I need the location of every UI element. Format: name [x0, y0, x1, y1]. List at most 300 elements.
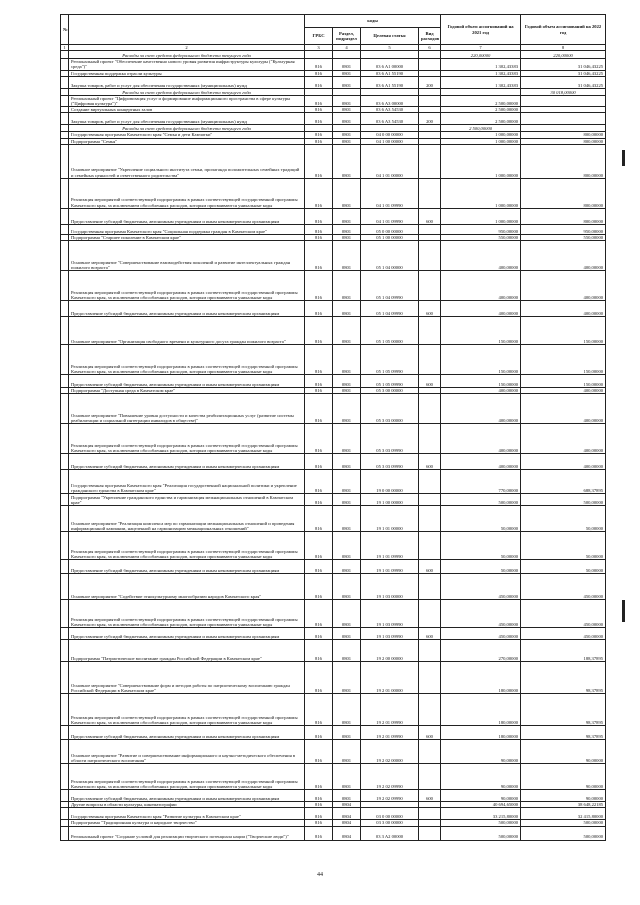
- row-grbs: 816: [305, 820, 333, 826]
- table-row: [61, 208, 606, 224]
- row-amount-2021: 400,00000: [441, 454, 521, 470]
- row-num: [61, 76, 69, 88]
- row-name: Предоставление субсидий бюджетным, автономным учреждениям и иным некоммерческим организациям: [69, 726, 305, 740]
- row-amount-2021: 1 000,00000: [441, 132, 521, 138]
- table-row: [61, 628, 606, 640]
- row-num: [61, 740, 69, 764]
- row-vr: [419, 764, 441, 790]
- row-num: [61, 95, 69, 106]
- row-csr: 19 2 01 09990: [361, 726, 419, 740]
- row-amount-2021: 2 500,00000: [441, 107, 521, 113]
- header-codes-group: коды: [305, 15, 441, 28]
- section-row: [61, 51, 606, 59]
- row-grbs: 816: [305, 628, 333, 640]
- header-num: №: [61, 15, 69, 45]
- row-name: Другие вопросы в области культуры, кинематографии: [69, 802, 305, 808]
- row-amount-2021: 400,00000: [441, 301, 521, 317]
- header-index: 1: [61, 45, 69, 51]
- row-csr: 19 1 03 09990: [361, 600, 419, 628]
- row-amount-2021: 90,00000: [441, 790, 521, 802]
- table-row: [61, 454, 606, 470]
- row-vr: 600: [419, 790, 441, 802]
- row-amount-2022: 688,37895: [521, 470, 606, 494]
- row-grbs: 816: [305, 494, 333, 506]
- row-vr: [419, 241, 441, 271]
- header-vr: Вид расходов: [419, 28, 441, 45]
- row-name: Государственная программа Камчатского края "Реализация государственной национальной политики и укрепление гражданского единства в Камчатском крае": [69, 470, 305, 494]
- row-csr: 05 1 05 09990: [361, 375, 419, 388]
- row-num: [61, 59, 69, 70]
- table-row: [61, 574, 606, 600]
- row-amount-2022: 800,00000: [521, 132, 606, 138]
- row-razdel: 0801: [333, 241, 361, 271]
- row-amount-2022: 450,00000: [521, 600, 606, 628]
- row-amount-2022: 38 648,22185: [521, 802, 606, 808]
- row-amount-2021: 50,00000: [441, 506, 521, 532]
- row-name: Предоставление субсидий бюджетным, автономным учреждениям и иным некоммерческим организациям: [69, 454, 305, 470]
- row-csr: 19 1 03 00000: [361, 574, 419, 600]
- table-row: [61, 241, 606, 271]
- row-razdel: 0801: [333, 494, 361, 506]
- row-vr: [419, 640, 441, 662]
- row-grbs: 816: [305, 70, 333, 76]
- row-amount-2021: 1 302,43383: [441, 59, 521, 70]
- row-grbs: 816: [305, 76, 333, 88]
- row-amount-2021: 400,00000: [441, 241, 521, 271]
- row-amount-2021: 400,00000: [441, 424, 521, 454]
- row-vr: [419, 125, 441, 132]
- row-csr: 03 6 A1 55190: [361, 76, 419, 88]
- row-grbs: 816: [305, 317, 333, 345]
- row-razdel: 0801: [333, 532, 361, 560]
- row-csr: 19 2 02 09990: [361, 764, 419, 790]
- row-razdel: 0804: [333, 826, 361, 840]
- row-num: [61, 506, 69, 532]
- row-amount-2021: 2 500,00000: [441, 95, 521, 106]
- row-vr: 600: [419, 628, 441, 640]
- table-row: [61, 345, 606, 375]
- row-num: [61, 494, 69, 506]
- row-vr: [419, 740, 441, 764]
- row-csr: [361, 51, 419, 59]
- row-razdel: 0801: [333, 208, 361, 224]
- row-razdel: 0801: [333, 234, 361, 240]
- row-razdel: 0801: [333, 790, 361, 802]
- row-name: Основное мероприятие "Совершенствование форм и методов работы по патриотическому воспитанию граждан Российской Федерации в Камчатском крае": [69, 662, 305, 694]
- row-amount-2021: 1 000,00000: [441, 138, 521, 144]
- row-amount-2021: 1 000,00000: [441, 208, 521, 224]
- row-num: [61, 764, 69, 790]
- row-grbs: 816: [305, 178, 333, 208]
- row-csr: 19 2 01 09990: [361, 694, 419, 726]
- row-amount-2022: 400,00000: [521, 241, 606, 271]
- row-num: [61, 88, 69, 95]
- row-num: [61, 317, 69, 345]
- row-vr: 600: [419, 375, 441, 388]
- row-razdel: 0801: [333, 224, 361, 234]
- row-name: Предоставление субсидий бюджетным, автономным учреждениям и иным некоммерческим организациям: [69, 790, 305, 802]
- row-csr: 04 0 00 00000: [361, 132, 419, 138]
- row-amount-2021: 500,00000: [441, 820, 521, 826]
- row-amount-2022: 500,00000: [521, 494, 606, 506]
- row-csr: 19 0 00 00000: [361, 470, 419, 494]
- row-grbs: 816: [305, 662, 333, 694]
- row-amount-2022: 400,00000: [521, 271, 606, 301]
- row-amount-2022: 550,00000: [521, 234, 606, 240]
- table-row: [61, 317, 606, 345]
- row-amount-2022: 32 415,80000: [521, 808, 606, 820]
- row-num: [61, 241, 69, 271]
- row-num: [61, 560, 69, 574]
- row-razdel: 0801: [333, 740, 361, 764]
- row-vr: [419, 88, 441, 95]
- row-name: Подпрограмма "Укрепление гражданского единства и гармонизация межнациональных отношений в Камчатском крае": [69, 494, 305, 506]
- row-amount-2021: 450,00000: [441, 574, 521, 600]
- row-csr: 05 1 04 00000: [361, 241, 419, 271]
- row-amount-2021: 770,00000: [441, 470, 521, 494]
- table-row: [61, 808, 606, 820]
- row-name: Реализация мероприятий соответствующей подпрограммы в рамках соответствующей государственной программы Камчатского края, за исключением обособленных расходов, которым присваиваются уникальные коды: [69, 764, 305, 790]
- row-csr: 19 2 02 09990: [361, 790, 419, 802]
- row-grbs: 816: [305, 506, 333, 532]
- header-index: 5: [361, 45, 419, 51]
- row-grbs: 816: [305, 574, 333, 600]
- row-amount-2022: 30 018,00000: [521, 88, 606, 95]
- row-name: Расходы за счет средств федерального бюджета текущего года: [69, 125, 305, 132]
- row-amount-2022: 150,00000: [521, 375, 606, 388]
- row-razdel: 0801: [333, 107, 361, 113]
- row-vr: [419, 144, 441, 178]
- row-grbs: 816: [305, 95, 333, 106]
- row-amount-2022: 150,00000: [521, 317, 606, 345]
- header-razdel: Раздел, подраздел: [333, 28, 361, 45]
- row-razdel: 0801: [333, 345, 361, 375]
- row-amount-2022: [521, 95, 606, 106]
- table-row: [61, 726, 606, 740]
- row-num: [61, 694, 69, 726]
- row-name: Предоставление субсидий бюджетным, автономным учреждениям и иным некоммерческим организациям: [69, 375, 305, 388]
- table-row: [61, 424, 606, 454]
- row-amount-2022: 400,00000: [521, 394, 606, 424]
- row-razdel: 0801: [333, 454, 361, 470]
- row-vr: [419, 95, 441, 106]
- row-razdel: 0801: [333, 574, 361, 600]
- row-amount-2021: 150,00000: [441, 375, 521, 388]
- row-grbs: 816: [305, 532, 333, 560]
- row-amount-2022: 188,37895: [521, 640, 606, 662]
- row-amount-2022: 90,00000: [521, 740, 606, 764]
- row-num: [61, 454, 69, 470]
- row-razdel: 0801: [333, 662, 361, 694]
- row-num: [61, 345, 69, 375]
- row-grbs: 816: [305, 113, 333, 125]
- row-razdel: 0801: [333, 317, 361, 345]
- row-csr: 04 1 01 00000: [361, 144, 419, 178]
- row-name: Государственная программа Камчатского края "Семья и дети Камчатки": [69, 132, 305, 138]
- row-amount-2021: 40 694,65000: [441, 802, 521, 808]
- section-row: [61, 88, 606, 95]
- row-grbs: 816: [305, 454, 333, 470]
- row-csr: 05 1 04 09990: [361, 271, 419, 301]
- row-amount-2022: 31 046,43225: [521, 76, 606, 88]
- row-amount-2022: 400,00000: [521, 301, 606, 317]
- row-grbs: 816: [305, 224, 333, 234]
- row-grbs: 816: [305, 375, 333, 388]
- row-amount-2022: 500,00000: [521, 826, 606, 840]
- row-razdel: 0801: [333, 59, 361, 70]
- row-num: [61, 125, 69, 132]
- row-grbs: [305, 88, 333, 95]
- row-name: Основное мероприятие "Совершенствование взаимодействия поколений и развитие интеллектуальных граждан пожилого возраста": [69, 241, 305, 271]
- row-num: [61, 826, 69, 840]
- row-vr: [419, 424, 441, 454]
- row-grbs: 816: [305, 107, 333, 113]
- row-name: Государственная программа Камчатского края "Развитие культуры в Камчатском крае": [69, 808, 305, 820]
- row-grbs: 816: [305, 560, 333, 574]
- row-amount-2022: 50,00000: [521, 560, 606, 574]
- row-amount-2022: 220,00000: [521, 51, 606, 59]
- header-index: 8: [521, 45, 606, 51]
- scan-edge-mark: [622, 600, 625, 622]
- row-vr: [419, 532, 441, 560]
- row-grbs: 816: [305, 726, 333, 740]
- row-vr: 600: [419, 301, 441, 317]
- header-index: 3: [305, 45, 333, 51]
- row-razdel: 0801: [333, 628, 361, 640]
- row-amount-2022: 400,00000: [521, 454, 606, 470]
- row-razdel: 0804: [333, 802, 361, 808]
- row-vr: [419, 51, 441, 59]
- header-index: 7: [441, 45, 521, 51]
- row-csr: 05 3 03 00000: [361, 394, 419, 424]
- row-name: Подпрограмма "Патриотическое воспитание граждан Российской Федерации в Камчатском крае": [69, 640, 305, 662]
- table-row: [61, 790, 606, 802]
- row-name: Региональный проект "Обеспечение качественно нового уровня развития инфраструктуры культуры ("Культурная среда")": [69, 59, 305, 70]
- row-grbs: 816: [305, 694, 333, 726]
- row-razdel: 0801: [333, 76, 361, 88]
- table-row: [61, 470, 606, 494]
- row-grbs: 816: [305, 740, 333, 764]
- header-name: [69, 15, 305, 45]
- row-num: [61, 271, 69, 301]
- row-amount-2022: [521, 113, 606, 125]
- row-csr: 05 3 03 09990: [361, 424, 419, 454]
- row-razdel: 0801: [333, 388, 361, 394]
- row-amount-2022: 950,00000: [521, 224, 606, 234]
- row-csr: 19 1 03 09990: [361, 628, 419, 640]
- row-vr: [419, 470, 441, 494]
- row-num: [61, 532, 69, 560]
- table-row: [61, 506, 606, 532]
- row-amount-2022: 50,00000: [521, 506, 606, 532]
- row-razdel: 0801: [333, 600, 361, 628]
- row-grbs: [305, 125, 333, 132]
- row-amount-2021: 50,00000: [441, 532, 521, 560]
- row-num: [61, 224, 69, 234]
- row-razdel: 0801: [333, 70, 361, 76]
- row-amount-2021: 1 302,43383: [441, 70, 521, 76]
- row-amount-2021: 180,00000: [441, 694, 521, 726]
- row-vr: [419, 694, 441, 726]
- row-amount-2021: 180,00000: [441, 726, 521, 740]
- row-name: Предоставление субсидий бюджетным, автономным учреждениям и иным некоммерческим организациям: [69, 560, 305, 574]
- header-index: 6: [419, 45, 441, 51]
- row-name: Основное мероприятие "Содействие этнокультурному многообразию народов Камчатского края": [69, 574, 305, 600]
- row-amount-2021: 450,00000: [441, 628, 521, 640]
- row-vr: [419, 808, 441, 820]
- row-amount-2021: 450,00000: [441, 600, 521, 628]
- header-2021: Годовой объем ассигнований на 2021 год: [441, 15, 521, 45]
- row-vr: [419, 506, 441, 532]
- row-grbs: 816: [305, 138, 333, 144]
- table-row: [61, 95, 606, 106]
- row-razdel: 0801: [333, 144, 361, 178]
- row-num: [61, 113, 69, 125]
- row-razdel: 0801: [333, 694, 361, 726]
- row-csr: 03 6 A1 55190: [361, 70, 419, 76]
- row-num: [61, 726, 69, 740]
- row-amount-2021: 400,00000: [441, 388, 521, 394]
- row-amount-2022: 800,00000: [521, 144, 606, 178]
- row-razdel: 0801: [333, 424, 361, 454]
- row-csr: 04 1 01 09990: [361, 208, 419, 224]
- row-grbs: 816: [305, 802, 333, 808]
- row-amount-2022: 800,00000: [521, 178, 606, 208]
- row-name: Подпрограмма "Традиционная культура и народное творчество": [69, 820, 305, 826]
- row-grbs: 816: [305, 144, 333, 178]
- row-num: [61, 424, 69, 454]
- row-amount-2021: 400,00000: [441, 271, 521, 301]
- row-amount-2022: 98,37895: [521, 694, 606, 726]
- row-amount-2021: 1 000,00000: [441, 144, 521, 178]
- row-csr: 03 6 A1 00000: [361, 59, 419, 70]
- row-csr: 19 2 02 00000: [361, 740, 419, 764]
- table-row: [61, 271, 606, 301]
- row-name: Реализация мероприятий соответствующей подпрограммы в рамках соответствующей государственной программы Камчатского края, за исключением обособленных расходов, которым присваиваются уникальные коды: [69, 345, 305, 375]
- budget-table: [60, 14, 606, 841]
- row-amount-2021: 270,00000: [441, 640, 521, 662]
- row-amount-2022: 450,00000: [521, 628, 606, 640]
- table-row: [61, 764, 606, 790]
- row-csr: 04 1 00 00000: [361, 138, 419, 144]
- row-csr: [361, 88, 419, 95]
- row-vr: 600: [419, 454, 441, 470]
- row-csr: 03 0 00 00000: [361, 808, 419, 820]
- row-num: [61, 808, 69, 820]
- row-name: Реализация мероприятий соответствующей подпрограммы в рамках соответствующей государственной программы Камчатского края, за исключением обособленных расходов, которым присваиваются уникальные коды: [69, 694, 305, 726]
- row-csr: 03 6 A3 00000: [361, 95, 419, 106]
- row-name: Государственная поддержка отрасли культуры: [69, 70, 305, 76]
- header-index: 4: [333, 45, 361, 51]
- row-amount-2021: 950,00000: [441, 224, 521, 234]
- row-razdel: 0801: [333, 178, 361, 208]
- row-vr: [419, 178, 441, 208]
- row-razdel: 0801: [333, 138, 361, 144]
- row-amount-2021: 90,00000: [441, 764, 521, 790]
- row-amount-2021: 500,00000: [441, 494, 521, 506]
- row-vr: 600: [419, 208, 441, 224]
- row-name: Региональный проект "Создание условий для реализации творческого потенциала нации ("Творческие люди")": [69, 826, 305, 840]
- row-num: [61, 178, 69, 208]
- page-number: 44: [317, 872, 323, 878]
- table-row: [61, 113, 606, 125]
- header-index: 2: [69, 45, 305, 51]
- table-row: [61, 532, 606, 560]
- row-razdel: [333, 88, 361, 95]
- row-csr: 05 3 03 09990: [361, 454, 419, 470]
- row-amount-2021: 400,00000: [441, 394, 521, 424]
- row-name: Реализация мероприятий соответствующей подпрограммы в рамках соответствующей государственной программы Камчатского края, за исключением обособленных расходов, которым присваиваются уникальные коды: [69, 271, 305, 301]
- row-vr: 600: [419, 560, 441, 574]
- row-grbs: 816: [305, 394, 333, 424]
- row-grbs: 816: [305, 208, 333, 224]
- row-name: Государственная программа Камчатского края "Социальная поддержка граждан в Камчатском крае": [69, 224, 305, 234]
- row-amount-2022: 50,00000: [521, 532, 606, 560]
- table-row: [61, 826, 606, 840]
- row-vr: [419, 662, 441, 694]
- row-name: Реализация мероприятий соответствующей подпрограммы в рамках соответствующей государственной программы Камчатского края, за исключением обособленных расходов, которым присваиваются уникальные коды: [69, 178, 305, 208]
- table-body: [61, 51, 606, 840]
- header-csr: Целевая статья: [361, 28, 419, 45]
- row-razdel: [333, 51, 361, 59]
- row-csr: 03 6 A3 54530: [361, 113, 419, 125]
- row-csr: 19 1 01 09990: [361, 532, 419, 560]
- row-name: Закупка товаров, работ и услуг для обеспечения государственных (муниципальных) нужд: [69, 113, 305, 125]
- row-csr: 03 3 00 00000: [361, 820, 419, 826]
- row-amount-2022: 800,00000: [521, 208, 606, 224]
- row-csr: 05 1 00 00000: [361, 234, 419, 240]
- row-razdel: 0801: [333, 113, 361, 125]
- row-csr: 05 1 05 09990: [361, 345, 419, 375]
- header-2022: Годовой объем ассигнований на 2022 год: [521, 15, 606, 45]
- row-grbs: 816: [305, 808, 333, 820]
- row-razdel: 0801: [333, 560, 361, 574]
- row-num: [61, 375, 69, 388]
- row-razdel: [333, 125, 361, 132]
- table-row: [61, 740, 606, 764]
- row-amount-2022: 31 046,43225: [521, 70, 606, 76]
- row-name: Региональный проект "Цифровизация услуг и формирование информационного пространства в сфере культуры ("Цифровая культура")": [69, 95, 305, 106]
- row-grbs: 816: [305, 826, 333, 840]
- row-amount-2022: 800,00000: [521, 138, 606, 144]
- row-name: Основное мероприятие "Повышение уровня доступности и качества реабилитационных услуг (развитие системы реабилитации и социальной интеграции инвалидов в обществе)": [69, 394, 305, 424]
- section-row: [61, 125, 606, 132]
- row-csr: 19 2 01 00000: [361, 662, 419, 694]
- row-name: Расходы за счет средств федерального бюджета текущего года: [69, 51, 305, 59]
- row-grbs: 816: [305, 271, 333, 301]
- row-csr: 05 1 04 09990: [361, 301, 419, 317]
- row-grbs: 816: [305, 790, 333, 802]
- table-row: [61, 560, 606, 574]
- row-num: [61, 208, 69, 224]
- row-razdel: 0801: [333, 95, 361, 106]
- row-amount-2022: 400,00000: [521, 388, 606, 394]
- row-num: [61, 600, 69, 628]
- row-grbs: 816: [305, 764, 333, 790]
- table-row: [61, 494, 606, 506]
- row-csr: 03 3 A2 00000: [361, 826, 419, 840]
- row-num: [61, 662, 69, 694]
- row-name: Расходы за счет средств федерального бюджета текущего года: [69, 88, 305, 95]
- table-row: [61, 224, 606, 234]
- row-csr: 19 2 00 00000: [361, 640, 419, 662]
- row-vr: [419, 826, 441, 840]
- row-amount-2022: 98,37895: [521, 726, 606, 740]
- row-razdel: 0801: [333, 132, 361, 138]
- row-csr: 03 6 A3 54530: [361, 107, 419, 113]
- row-grbs: 816: [305, 345, 333, 375]
- row-vr: [419, 574, 441, 600]
